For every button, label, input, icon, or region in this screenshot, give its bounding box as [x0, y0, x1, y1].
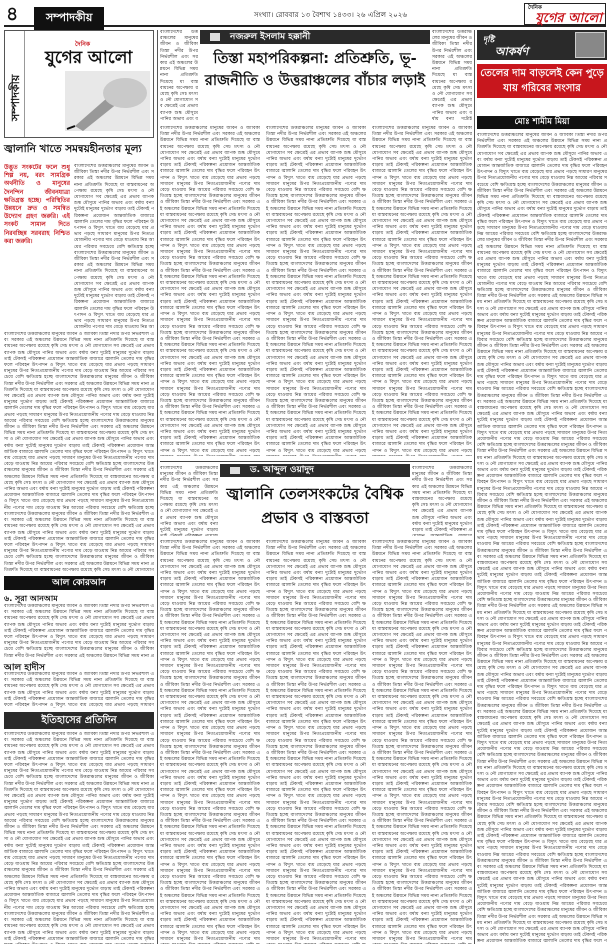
editorial-logo — [4, 30, 154, 138]
masthead-small: দৈনিক — [528, 5, 542, 11]
feature-column — [477, 30, 607, 944]
article1-sidebar-text: বাংলাদেশের উত্তরাঞ্চলের মানুষের জীবন ও জীবিকা তিস্তা নদীর উপর নির্ভরশীল এবং সরকার এই অঞ্চলের উন্নয়নে বিভিন্ন সময় নানা প্রতিশ্রুতি দিয়েছে যা বাস্তবায়নের অপেক্ষায় রয়েছে কৃষি সেচ মৎস্য ও নৌ যোগাযোগ সব ক্ষেত্রেই এর প্রভাব ব্যাপক শুষ্ক মৌসুমে পানির অভাব এবং ব — [160, 30, 198, 120]
column-divider — [474, 30, 475, 944]
sura-title: ৬. সূরা আনআম — [4, 594, 58, 603]
article2-body — [160, 540, 472, 944]
editorial-title: জ্বালানি খাতে সমন্বয়হীনতার মূল্য — [4, 143, 142, 155]
feature-author: মোঃ শামীম মিয়া — [477, 116, 607, 129]
article1-col: বাংলাদেশের উত্তরাঞ্চলের মানুষের জীবন ও জীবিকা তিস্তা নদীর উপর নির্ভরশীল এবং সরকার এই অঞ্চলের উন্নয়নে বিভিন্ন সময় নানা প্রতিশ্রুতি দিয়েছে যা বাস্তবায়নের অপেক্ষায় রয়েছে কৃষি সেচ মৎস্য ও নৌ যোগাযোগ সব ক্ষেত্রেই এর প্রভাব ব্যাপক শুষ্ক মৌসুমে পানির অভাব এবং বর্ষায় বন্যা দুটোই মানুষের দুর্ভোগ বাড়ায় তাই টেকসই পরিকল্পনা প্রয়োজন আন্তর্জাতিক বাজারে জ্বালানি তেলের দাম বৃদ্ধির ফলে পরিবহন উৎপাদন ও বিদ্যুৎ খাতে ব্যয় বেড়েছে যার প্রভাব পড়ছে সাধারণ মানুষের উপর নিত্যপ্রয়োজনীয় পণ্যের দাম বেড়ে যাওয়ায় নিম্ন আয়ের পরিবার সবচেয়ে বেশি ক্ষতিগ্রস্ত হচ্ছে বাংলাদেশের উত্তরাঞ্চলের মানুষের জীবন ও জীবিকা তিস্তা নদীর উপর নির্ভরশীল এবং সরকার এই অঞ্চলের উন্নয়নে বিভিন্ন সময় নানা প্রতিশ্রুতি দিয়েছে যা বাস্তবায়নের অপেক্ষায় রয়েছে কৃষি সেচ মৎস্য ও নৌ যোগাযোগ সব ক্ষেত্রেই এর প্রভাব ব্যাপক শুষ্ক মৌসুমে পানির অভাব এবং বর্ষায় বন্যা দুটোই মানুষের দুর্ভোগ বাড়ায় তাই টেকসই পরিকল্পনা প্রয়োজন আন্তর্জাতিক বাজারে জ্বালানি তেলের দাম বৃদ্ধির ফলে পরিবহন উৎপাদন ও বিদ্যুৎ খাতে ব্যয় বেড়েছে যার প্রভাব পড়ছে সাধারণ মানুষের উপর নিত্যপ্রয়োজনীয় পণ্যের দাম বেড়ে যাওয়ায় নিম্ন আয়ের পরিবার সবচেয়ে বেশি ক্ষতিগ্রস্ত হচ্ছে বাংলাদেশের উত্তরাঞ্চলের মানুষের জীবন ও জীবিকা তিস্তা নদীর উপর নির্ভরশীল এবং সরকার এই অঞ্চলের উন্নয়নে বিভিন্ন সময় নানা প্রতিশ্রুতি দিয়েছে যা বাস্তবায়নের অপেক্ষায় রয়েছে কৃষি সেচ মৎস্য ও নৌ যোগাযোগ সব ক্ষেত্রেই এর প্রভাব ব্যাপক শুষ্ক মৌসুমে পানির অভাব এবং বর্ষায় বন্যা দুটোই মানুষের দুর্ভোগ বাড়ায় তাই টেকসই পরিকল্পনা প্রয়োজন আন্তর্জাতিক বাজারে জ্বালানি তেলের দাম বৃদ্ধির ফলে পরিবহন উৎপাদন ও বিদ্যুৎ খাতে ব্যয় বেড়েছে যার প্রভাব পড়ছে সাধারণ মানুষের উপর নিত্যপ্রয়োজনীয় পণ্যের দাম বেড়ে যাওয়ায় নিম্ন আয়ের পরিবার সবচেয়ে বেশি ক্ষতিগ্রস্ত হচ্ছে বাংলাদেশের উত্তরাঞ্চলের মানুষের জীবন ও জীবিকা তিস্তা নদীর উপর নির্ভরশীল এবং সরকার এই অঞ্চলের উন্নয়নে বিভিন্ন সময় নানা প্রতিশ্রুতি দিয়েছে যা বাস্তবায়নের অপেক্ষায় রয়েছে কৃষি সেচ মৎস্য ও নৌ যোগাযোগ সব ক্ষেত্রেই এর প্রভাব ব্যাপক শুষ্ক মৌসুমে পানির অভাব এবং বর্ষায় বন্যা দুটোই মানুষের দুর্ভোগ বাড়ায় তাই টেকসই পরিকল্পনা প্রয়োজন আন্তর্জাতিক বাজারে জ্বালানি তেলের দাম বৃদ্ধির ফলে পরিবহন উৎপাদন ও বিদ্যুৎ খাতে ব্যয় বেড়েছে যার প্রভাব পড়ছে সাধারণ মানুষের উপর নিত্যপ্রয়োজনীয় পণ্যের দাম বেড়ে যাওয়ায় নিম্ন আয়ের পরিবার সবচেয়ে বেশি ক্ষতিগ্রস্ত হচ্ছে বাংলাদেশের উত্তরাঞ্চলের মানুষের জীবন ও জীবিকা তিস্তা নদীর উপর নির্ভরশীল এবং সরকার এই অঞ্চলের উন্নয়নে বিভিন্ন সময় নানা প্রতিশ্রুতি দিয়েছে যা বাস্তবায়নের অপেক্ষায় রয়েছে কৃষি সেচ মৎস্য ও নৌ যোগাযোগ সব ক্ষেত্রেই এর প্রভাব ব্যাপক শুষ্ক মৌসুমে পানির অভাব এবং বর্ষায় বন্যা দুটোই মানুষের দুর্ভোগ বাড়ায় তাই টেকসই পরিকল্পনা প্রয়োজন আন্তর্জাতিক বাজারে জ্বালানি তেলের দাম বৃদ্ধির ফলে পরিবহন উৎপাদন ও বিদ্যুৎ খাতে ব্যয় বেড়েছে যার প্রভাব পড়ছে — [160, 126, 260, 454]
hadis-text: বাংলাদেশের উত্তরাঞ্চলের মানুষের জীবন ও জীবিকা তিস্তা নদীর উপর নির্ভরশীল এবং সরকার এই অঞ্চলের উন্নয়নে বিভিন্ন সময় নানা প্রতিশ্রুতি দিয়েছে যা বাস্তবায়নের অপেক্ষায় রয়েছে কৃষি সেচ মৎস্য ও নৌ যোগাযোগ সব ক্ষেত্রেই এর প্রভাব ব্যাপক শুষ্ক মৌসুমে পানির অভাব এবং বর্ষায় বন্যা দুটোই মানুষের দুর্ভোগ বাড়ায় তাই টেকসই পরিকল্পনা প্রয়োজন আন্তর্জাতিক বাজারে জ্বালানি তেলের দাম বৃদ্ধির ফলে পরিবহন উৎপাদন ও বিদ্যুৎ খাতে ব্যয় বেড়েছে যার প্রভাব পড়ছে সাধারণ — [4, 672, 154, 708]
dateline: সংখ্যা। রোববার ১৩ বৈশাখ ১৪৩৩। ২৬ এপ্রিল ২০২৬ — [254, 10, 408, 19]
editorial-body-cont: বাংলাদেশের উত্তরাঞ্চলের মানুষের জীবন ও জীবিকা তিস্তা নদীর উপর নির্ভরশীল এবং সরকার এই অঞ্চলের উন্নয়নে বিভিন্ন সময় নানা প্রতিশ্রুতি দিয়েছে যা বাস্তবায়নের অপেক্ষায় রয়েছে কৃষি সেচ মৎস্য ও নৌ যোগাযোগ সব ক্ষেত্রেই এর প্রভাব ব্যাপক শুষ্ক মৌসুমে পানির অভাব এবং বর্ষায় বন্যা দুটোই মানুষের দুর্ভোগ বাড়ায় তাই টেকসই পরিকল্পনা প্রয়োজন আন্তর্জাতিক বাজারে জ্বালানি তেলের দাম বৃদ্ধির ফলে পরিবহন উৎপাদন ও বিদ্যুৎ খাতে ব্যয় বেড়েছে যার প্রভাব পড়ছে সাধারণ মানুষের উপর নিত্যপ্রয়োজনীয় পণ্যের দাম বেড়ে যাওয়ায় নিম্ন আয়ের পরিবার সবচেয়ে বেশি ক্ষতিগ্রস্ত হচ্ছে বাংলাদেশের উত্তরাঞ্চলের মানুষের জীবন ও জীবিকা তিস্তা নদীর উপর নির্ভরশীল এবং সরকার এই অঞ্চলের উন্নয়নে বিভিন্ন সময় নানা প্রতিশ্রুতি দিয়েছে যা বাস্তবায়নের অপেক্ষায় রয়েছে কৃষি সেচ মৎস্য ও নৌ যোগাযোগ সব ক্ষেত্রেই এর প্রভাব ব্যাপক শুষ্ক মৌসুমে পানির অভাব এবং বর্ষায় বন্যা দুটোই মানুষের দুর্ভোগ বাড়ায় তাই টেকসই পরিকল্পনা প্রয়োজন আন্তর্জাতিক বাজারে জ্বালানি তেলের দাম বৃদ্ধির ফলে পরিবহন উৎপাদন ও বিদ্যুৎ খাতে ব্যয় বেড়েছে যার প্রভাব পড়ছে সাধারণ মানুষের উপর নিত্যপ্রয়োজনীয় পণ্যের দাম বেড়ে যাওয়ায় নিম্ন আয়ের পরিবার সবচেয়ে বেশি ক্ষতিগ্রস্ত হচ্ছে বাংলাদেশের উত্তরাঞ্চলের মানুষের জীবন ও জীবিকা তিস্তা নদীর উপর নির্ভরশীল এবং সরকার এই অঞ্চলের উন্নয়নে বিভিন্ন সময় নানা প্রতিশ্রুতি দিয়েছে যা বাস্তবায়নের অপেক্ষায় রয়েছে কৃষি সেচ মৎস্য ও নৌ যোগাযোগ সব ক্ষেত্রেই এর প্রভাব ব্যাপক শুষ্ক মৌসুমে পানির অভাব এবং বর্ষায় বন্যা দুটোই মানুষের দুর্ভোগ বাড়ায় তাই টেকসই পরিকল্পনা প্রয়োজন আন্তর্জাতিক বাজারে জ্বালানি তেলের দাম বৃদ্ধির ফলে পরিবহন উৎপাদন ও বিদ্যুৎ খাতে ব্যয় বেড়েছে যার প্রভাব পড়ছে সাধারণ মানুষের উপর নিত্যপ্রয়োজনীয় পণ্যের দাম বেড়ে যাওয়ায় নিম্ন আয়ের পরিবার সবচেয়ে বেশি ক্ষতিগ্রস্ত হচ্ছে বাংলাদেশের উত্তরাঞ্চলের মানুষের জীবন ও জীবিকা তিস্তা নদীর উপর নির্ভরশীল এবং সরকার এই অঞ্চলের উন্নয়নে বিভিন্ন সময় নানা প্রতিশ্রুতি দিয়েছে যা বাস্তবায়নের অপেক্ষায় রয়েছে কৃষি সেচ মৎস্য ও নৌ যোগাযোগ সব ক্ষেত্রেই এর প্রভাব ব্যাপক শুষ্ক মৌসুমে পানির অভাব এবং বর্ষায় বন্যা দুটোই মানুষের দুর্ভোগ বাড়ায় তাই টেকসই পরিকল্পনা প্রয়োজন আন্তর্জাতিক বাজারে জ্বালানি তেলের দাম বৃদ্ধির ফলে পরিবহন উৎপাদন ও বিদ্যুৎ খাতে ব্যয় বেড়েছে যার প্রভাব পড়ছে সাধারণ মানুষের উপর নিত্যপ্রয়োজনীয় পণ্যের দাম বেড়ে যাওয়ায় নিম্ন আয়ের পরিবার সবচেয়ে বেশি ক্ষতিগ্রস্ত হচ্ছে বাংলাদেশের উত্তরাঞ্চলের মানুষের জীবন ও জীবিকা তিস্তা নদীর উপর নির্ভরশীল এবং সরকার এই অঞ্চলের উন্নয়নে বিভিন্ন সময় নানা প্রতিশ্রুতি দিয়েছে যা বাস্তবায়নের অপেক্ষায় রয়েছে কৃষি সেচ মৎস্য ও নৌ যোগাযোগ সব ক্ষেত্রেই এর প্রভাব ব্যাপক শুষ্ক মৌসুমে পানির অভাব এবং বর্ষায় বন্যা দুটোই মানুষের দুর্ভোগ বাড়ায় তাই টেকসই পরিকল্পনা প্রয়োজন আন্তর্জাতিক বাজারে জ্বালানি তেলের দাম বৃদ্ধির ফলে পরিবহন উৎপাদন ও বিদ্যুৎ খাতে ব্যয় বেড়েছে যার প্রভাব পড়ছে সাধারণ মানুষের উপর নিত্যপ্রয়োজনীয় পণ্যের দাম বেড়ে যাওয়ায় নিম্ন আয়ের পরিবার সবচেয়ে বেশি ক্ষতিগ্রস্ত হচ্ছে বাংলাদেশের উত্তরাঞ্চলের মানুষের জীবন ও জীবিকা তিস্তা নদীর উপর নির্ভরশীল এবং সরকার এই অঞ্চলের উন্নয়নে বিভিন্ন সময় নানা প্রতিশ্রুতি দিয়েছে যা বাস্তবায়নের অপেক্ষায় রয়েছে কৃষি সেচ মৎস্য ও নৌ যোগাযোগ — [4, 332, 154, 572]
feature-header-main: আকর্ষণ — [495, 45, 529, 58]
section-label: সম্পাদকীয় — [34, 7, 104, 30]
article1-body — [160, 126, 472, 456]
article2-col: বাংলাদেশের উত্তরাঞ্চলের মানুষের জীবন ও জীবিকা তিস্তা নদীর উপর নির্ভরশীল এবং সরকার এই অঞ্চলের উন্নয়নে বিভিন্ন সময় নানা প্রতিশ্রুতি দিয়েছে যা বাস্তবায়নের অপেক্ষায় রয়েছে কৃষি সেচ মৎস্য ও নৌ যোগাযোগ সব ক্ষেত্রেই এর প্রভাব ব্যাপক শুষ্ক মৌসুমে পানির অভাব এবং বর্ষায় বন্যা দুটোই মানুষের দুর্ভোগ বাড়ায় তাই টেকসই পরিকল্পনা প্রয়োজন আন্তর্জাতিক বাজারে জ্বালানি তেলের দাম বৃদ্ধির ফলে পরিবহন উৎপাদন ও বিদ্যুৎ খাতে ব্যয় বেড়েছে যার প্রভাব পড়ছে সাধারণ মানুষের উপর নিত্যপ্রয়োজনীয় পণ্যের দাম বেড়ে যাওয়ায় নিম্ন আয়ের পরিবার সবচেয়ে বেশি ক্ষতিগ্রস্ত হচ্ছে বাংলাদেশের উত্তরাঞ্চলের মানুষের জীবন ও জীবিকা তিস্তা নদীর উপর নির্ভরশীল এবং সরকার এই অঞ্চলের উন্নয়নে বিভিন্ন সময় নানা প্রতিশ্রুতি দিয়েছে যা বাস্তবায়নের অপেক্ষায় রয়েছে কৃষি সেচ মৎস্য ও নৌ যোগাযোগ সব ক্ষেত্রেই এর প্রভাব ব্যাপক শুষ্ক মৌসুমে পানির অভাব এবং বর্ষায় বন্যা দুটোই মানুষের দুর্ভোগ বাড়ায় তাই টেকসই পরিকল্পনা প্রয়োজন আন্তর্জাতিক বাজারে জ্বালানি তেলের দাম বৃদ্ধির ফলে পরিবহন উৎপাদন ও বিদ্যুৎ খাতে ব্যয় বেড়েছে যার প্রভাব পড়ছে সাধারণ মানুষের উপর নিত্যপ্রয়োজনীয় পণ্যের দাম বেড়ে যাওয়ায় নিম্ন আয়ের পরিবার সবচেয়ে বেশি ক্ষতিগ্রস্ত হচ্ছে বাংলাদেশের উত্তরাঞ্চলের মানুষের জীবন ও জীবিকা তিস্তা নদীর উপর নির্ভরশীল এবং সরকার এই অঞ্চলের উন্নয়নে বিভিন্ন সময় নানা প্রতিশ্রুতি দিয়েছে যা বাস্তবায়নের অপেক্ষায় রয়েছে কৃষি সেচ মৎস্য ও নৌ যোগাযোগ সব ক্ষেত্রেই এর প্রভাব ব্যাপক শুষ্ক মৌসুমে পানির অভাব এবং বর্ষায় বন্যা দুটোই মানুষের দুর্ভোগ বাড়ায় তাই টেকসই পরিকল্পনা প্রয়োজন আন্তর্জাতিক বাজারে জ্বালানি তেলের দাম বৃদ্ধির ফলে পরিবহন উৎপাদন ও বিদ্যুৎ খাতে ব্যয় বেড়েছে যার প্রভাব পড়ছে সাধারণ মানুষের উপর নিত্যপ্রয়োজনীয় পণ্যের দাম বেড়ে যাওয়ায় নিম্ন আয়ের পরিবার সবচেয়ে বেশি ক্ষতিগ্রস্ত হচ্ছে বাংলাদেশের উত্তরাঞ্চলের মানুষের জীবন ও জীবিকা তিস্তা নদীর উপর নির্ভরশীল এবং সরকার এই অঞ্চলের উন্নয়নে বিভিন্ন সময় নানা প্রতিশ্রুতি দিয়েছে যা বাস্তবায়নের অপেক্ষায় রয়েছে কৃষি সেচ মৎস্য ও নৌ যোগাযোগ সব ক্ষেত্রেই এর প্রভাব ব্যাপক শুষ্ক মৌসুমে পানির অভাব এবং বর্ষায় বন্যা দুটোই মানুষের দুর্ভোগ বাড়ায় তাই টেকসই পরিকল্পনা প্রয়োজন আন্তর্জাতিক বাজারে জ্বালানি তেলের দাম বৃদ্ধির ফলে পরিবহন উৎপাদন ও বিদ্যুৎ খাতে ব্যয় বেড়েছে যার প্রভাব পড়ছে সাধারণ মানুষের উপর নিত্যপ্রয়োজনীয় পণ্যের দাম বেড়ে যাওয়ায় নিম্ন আয়ের পরিবার সবচেয়ে বেশি ক্ষতিগ্রস্ত হচ্ছে বাংলাদেশের উত্তরাঞ্চলের মানুষের জীবন ও জীবিকা তিস্তা নদীর উপর নির্ভরশীল এবং সরকার এই অঞ্চলের উন্নয়নে বিভিন্ন সময় নানা প্রতিশ্রুতি দিয়েছে যা বাস্তবায়নের অপেক্ষায় রয়েছে কৃষি সেচ মৎস্য ও নৌ যোগাযোগ সব ক্ষেত্রেই এর প্রভাব ব্যাপক শুষ্ক মৌসুমে পানির অভাব এবং বর্ষায় বন্যা দুটোই মানুষের দুর্ভোগ বাড়ায় তাই টেকসই পরিকল্পনা প্রয়োজন আন্তর্জাতিক বাজারে জ্বালানি তেলের দাম বৃদ্ধির ফলে পরিবহন উৎপাদন ও বিদ্যুৎ খাতে ব্যয় বেড়েছে যার প্রভাব পড়ছে সাধারণ মানুষের উপর নিত্যপ্রয়োজনীয় পণ্যের দাম বেড়ে যাওয়ায় নিম্ন আয়ের পরিবার সবচেয়ে বেশি ক্ষতিগ্রস্ত হচ্ছে বাংলাদেশের উত্তরাঞ্চলের মানুষের জীবন ও জীবিকা তিস্তা নদীর উপর নির্ভরশীল এবং সরকার এই অঞ্চলের উন্নয়নে বিভিন্ন সময় নানা প্রতিশ্রুতি দিয়েছে যা বাস্তবায়নের অপেক্ষায় রয়েছে কৃষি সেচ মৎস্য ও নৌ যোগাযোগ সব ক্ষেত্রেই এর প্রভাব ব্যাপক শুষ্ক মৌসুমে পানির অভাব এবং বর্ষায় বন্যা দুটোই মানুষের দুর্ভোগ বাড়ায় তাই টেকসই পরিকল্পনা প্রয়োজন আন্তর্জাতিক বাজারে জ্বালানি তেলের দাম বৃদ্ধির ফলে পরিবহন উৎপাদন ও বিদ্যুৎ খাতে ব্যয় বেড়েছে যার প্রভাব পড়ছে সাধারণ মানুষের উপর নিত্যপ্রয়োজনীয় পণ্যের দাম — [160, 540, 260, 942]
article2-byline: ড. আব্দুল ওয়াদুদ — [220, 464, 410, 477]
feature-body: বাংলাদেশের উত্তরাঞ্চলের মানুষের জীবন ও জীবিকা তিস্তা নদীর উপর নির্ভরশীল এবং সরকার এই অঞ্চলের উন্নয়নে বিভিন্ন সময় নানা প্রতিশ্রুতি দিয়েছে যা বাস্তবায়নের অপেক্ষায় রয়েছে কৃষি সেচ মৎস্য ও নৌ যোগাযোগ সব ক্ষেত্রেই এর প্রভাব ব্যাপক শুষ্ক মৌসুমে পানির অভাব এবং বর্ষায় বন্যা দুটোই মানুষের দুর্ভোগ বাড়ায় তাই টেকসই পরিকল্পনা প্রয়োজন আন্তর্জাতিক বাজারে জ্বালানি তেলের দাম বৃদ্ধির ফলে পরিবহন উৎপাদন ও বিদ্যুৎ খাতে ব্যয় বেড়েছে যার প্রভাব পড়ছে সাধারণ মানুষের উপর নিত্যপ্রয়োজনীয় পণ্যের দাম বেড়ে যাওয়ায় নিম্ন আয়ের পরিবার সবচেয়ে বেশি ক্ষতিগ্রস্ত হচ্ছে বাংলাদেশের উত্তরাঞ্চলের মানুষের জীবন ও জীবিকা তিস্তা নদীর উপর নির্ভরশীল এবং সরকার এই অঞ্চলের উন্নয়নে বিভিন্ন সময় নানা প্রতিশ্রুতি দিয়েছে যা বাস্তবায়নের অপেক্ষায় রয়েছে কৃষি সেচ মৎস্য ও নৌ যোগাযোগ সব ক্ষেত্রেই এর প্রভাব ব্যাপক শুষ্ক মৌসুমে পানির অভাব এবং বর্ষায় বন্যা দুটোই মানুষের দুর্ভোগ বাড়ায় তাই টেকসই পরিকল্পনা প্রয়োজন আন্তর্জাতিক বাজারে জ্বালানি তেলের দাম বৃদ্ধির ফলে পরিবহন উৎপাদন ও বিদ্যুৎ খাতে ব্যয় বেড়েছে যার প্রভাব পড়ছে সাধারণ মানুষের উপর নিত্যপ্রয়োজনীয় পণ্যের দাম বেড়ে যাওয়ায় নিম্ন আয়ের পরিবার সবচেয়ে বেশি ক্ষতিগ্রস্ত হচ্ছে বাংলাদেশের উত্তরাঞ্চলের মানুষের জীবন ও জীবিকা তিস্তা নদীর উপর নির্ভরশীল এবং সরকার এই অঞ্চলের উন্নয়নে বিভিন্ন সময় নানা প্রতিশ্রুতি দিয়েছে যা বাস্তবায়নের অপেক্ষায় রয়েছে কৃষি সেচ মৎস্য ও নৌ যোগাযোগ সব ক্ষেত্রেই এর প্রভাব ব্যাপক শুষ্ক মৌসুমে পানির অভাব এবং বর্ষায় বন্যা দুটোই মানুষের দুর্ভোগ বাড়ায় তাই টেকসই পরিকল্পনা প্রয়োজন আন্তর্জাতিক বাজারে জ্বালানি তেলের দাম বৃদ্ধির ফলে পরিবহন উৎপাদন ও বিদ্যুৎ খাতে ব্যয় বেড়েছে যার প্রভাব পড়ছে সাধারণ মানুষের উপর নিত্যপ্রয়োজনীয় পণ্যের দাম বেড়ে যাওয়ায় নিম্ন আয়ের পরিবার সবচেয়ে বেশি ক্ষতিগ্রস্ত হচ্ছে বাংলাদেশের উত্তরাঞ্চলের মানুষের জীবন ও জীবিকা তিস্তা নদীর উপর নির্ভরশীল এবং সরকার এই অঞ্চলের উন্নয়নে বিভিন্ন সময় নানা প্রতিশ্রুতি দিয়েছে যা বাস্তবায়নের অপেক্ষায় রয়েছে কৃষি সেচ মৎস্য ও নৌ যোগাযোগ সব ক্ষেত্রেই এর প্রভাব ব্যাপক শুষ্ক মৌসুমে পানির অভাব এবং বর্ষায় বন্যা দুটোই মানুষের দুর্ভোগ বাড়ায় তাই টেকসই পরিকল্পনা প্রয়োজন আন্তর্জাতিক বাজারে জ্বালানি তেলের দাম বৃদ্ধির ফলে পরিবহন উৎপাদন ও বিদ্যুৎ খাতে ব্যয় বেড়েছে যার প্রভাব পড়ছে সাধারণ মানুষের উপর নিত্যপ্রয়োজনীয় পণ্যের দাম বেড়ে যাওয়ায় নিম্ন আয়ের পরিবার সবচেয়ে বেশি ক্ষতিগ্রস্ত হচ্ছে বাংলাদেশের উত্তরাঞ্চলের মানুষের জীবন ও জীবিকা তিস্তা নদীর উপর নির্ভরশীল এবং সরকার এই অঞ্চলের উন্নয়নে বিভিন্ন সময় নানা প্রতিশ্রুতি দিয়েছে যা বাস্তবায়নের অপেক্ষায় রয়েছে কৃষি সেচ মৎস্য ও নৌ যোগাযোগ সব ক্ষেত্রেই এর প্রভাব ব্যাপক শুষ্ক মৌসুমে পানির অভাব এবং বর্ষায় বন্যা দুটোই মানুষের দুর্ভোগ বাড়ায় তাই টেকসই পরিকল্পনা প্রয়োজন আন্তর্জাতিক বাজারে জ্বালানি তেলের দাম বৃদ্ধির ফলে পরিবহন উৎপাদন ও বিদ্যুৎ খাতে ব্যয় বেড়েছে যার প্রভাব পড়ছে সাধারণ মানুষের উপর নিত্যপ্রয়োজনীয় পণ্যের দাম বেড়ে যাওয়ায় নিম্ন আয়ের পরিবার সবচেয়ে বেশি ক্ষতিগ্রস্ত হচ্ছে বাংলাদেশের উত্তরাঞ্চলের মানুষের জীবন ও জীবিকা তিস্তা নদীর উপর নির্ভরশীল এবং সরকার এই অঞ্চলের উন্নয়নে বিভিন্ন সময় নানা প্রতিশ্রুতি দিয়েছে যা বাস্তবায়নের অপেক্ষায় রয়েছে কৃষি সেচ মৎস্য ও নৌ যোগাযোগ সব ক্ষেত্রেই এর প্রভাব ব্যাপক শুষ্ক মৌসুমে পানির অভাব এবং বর্ষায় বন্যা দুটোই মানুষের দুর্ভোগ বাড়ায় তাই টেকসই পরিকল্পনা প্রয়োজন আন্তর্জাতিক বাজারে জ্বালানি তেলের দাম বৃদ্ধির ফলে পরিবহন উৎপাদন ও বিদ্যুৎ খাতে ব্যয় বেড়েছে যার প্রভাব পড়ছে সাধারণ মানুষের উপর নিত্যপ্রয়োজনীয় পণ্যের দাম বেড়ে যাওয়ায় নিম্ন আয়ের পরিবার সবচেয়ে বেশি ক্ষতিগ্রস্ত হচ্ছে বাংলাদেশের উত্তরাঞ্চলের মানুষের জীবন ও জীবিকা তিস্তা নদীর উপর নির্ভরশীল এবং সরকার এই অঞ্চলের উন্নয়নে বিভিন্ন সময় নানা প্রতিশ্রুতি দিয়েছে যা বাস্তবায়নের অপেক্ষায় রয়েছে কৃষি সেচ মৎস্য ও নৌ যোগাযোগ সব ক্ষেত্রেই এর প্রভাব ব্যাপক শুষ্ক মৌসুমে পানির অভাব এবং বর্ষায় বন্যা দুটোই মানুষের দুর্ভোগ বাড়ায় তাই টেকসই পরিকল্পনা প্রয়োজন আন্তর্জাতিক বাজারে জ্বালানি তেলের দাম বৃদ্ধির ফলে পরিবহন উৎপাদন ও বিদ্যুৎ খাতে ব্যয় বেড়েছে যার প্রভাব পড়ছে সাধারণ মানুষের উপর নিত্যপ্রয়োজনীয় পণ্যের দাম বেড়ে যাওয়ায় নিম্ন আয়ের পরিবার সবচেয়ে বেশি ক্ষতিগ্রস্ত হচ্ছে বাংলাদেশের উত্তরাঞ্চলের মানুষের জীবন ও জীবিকা তিস্তা নদীর উপর নির্ভরশীল এবং সরকার এই অঞ্চলের উন্নয়নে বিভিন্ন সময় নানা প্রতিশ্রুতি দিয়েছে যা বাস্তবায়নের অপেক্ষায় রয়েছে কৃষি সেচ মৎস্য ও নৌ যোগাযোগ সব ক্ষেত্রেই এর প্রভাব ব্যাপক শুষ্ক মৌসুমে পানির অভাব এবং বর্ষায় বন্যা দুটোই মানুষের দুর্ভোগ বাড়ায় তাই টেকসই পরিকল্পনা প্রয়োজন আন্তর্জাতিক বাজারে জ্বালানি তেলের দাম বৃদ্ধির ফলে পরিবহন উৎপাদন ও বিদ্যুৎ খাতে ব্যয় বেড়েছে যার প্রভাব পড়ছে সাধারণ মানুষের উপর নিত্যপ্রয়োজনীয় পণ্যের দাম বেড়ে যাওয়ায় নিম্ন আয়ের পরিবার সবচেয়ে বেশি ক্ষতিগ্রস্ত হচ্ছে বাংলাদেশের উত্তরাঞ্চলের মানুষের জীবন ও জীবিকা তিস্তা নদীর উপর নির্ভরশীল এবং সরকার এই অঞ্চলের উন্নয়নে বিভিন্ন সময় নানা প্রতিশ্রুতি দিয়েছে যা বাস্তবায়নের অপেক্ষায় রয়েছে কৃষি সেচ মৎস্য ও নৌ যোগাযোগ সব ক্ষেত্রেই এর প্রভাব ব্যাপক শুষ্ক মৌসুমে পানির অভাব এবং বর্ষায় বন্যা দুটোই মানুষের দুর্ভোগ বাড়ায় তাই টেকসই পরিকল্পনা প্রয়োজন আন্তর্জাতিক বাজারে জ্বালানি তেলের দাম বৃদ্ধির ফলে পরিবহন উৎপাদন ও বিদ্যুৎ খাতে ব্যয় বেড়েছে যার প্রভাব পড়ছে সাধারণ মানুষের উপর নিত্যপ্রয়োজনীয় পণ্যের দাম বেড়ে যাওয়ায় নিম্ন আয়ের পরিবার সবচেয়ে বেশি ক্ষতিগ্রস্ত হচ্ছে বাংলাদেশের উত্তরাঞ্চলের মানুষের জীবন ও জীবিকা তিস্তা নদীর উপর নির্ভরশীল এবং সরকার এই অঞ্চলের উন্নয়নে বিভিন্ন সময় নানা প্রতিশ্রুতি দিয়েছে যা বাস্তবায়নের অপেক্ষায় রয়েছে কৃষি সেচ মৎস্য ও নৌ যোগাযোগ সব ক্ষেত্রেই এর প্রভাব ব্যাপক শুষ্ক মৌসুমে পানির অভাব এবং বর্ষায় বন্যা দুটোই মানুষের দুর্ভোগ বাড়ায় তাই টেকসই পরিকল্পনা প্রয়োজন আন্তর্জাতিক বাজারে জ্বালানি তেলের দাম বৃদ্ধির ফলে পরিবহন উৎপাদন ও বিদ্যুৎ খাতে ব্যয় বেড়েছে যার প্রভাব পড়ছে সাধারণ মানুষের উপর নিত্যপ্রয়োজনীয় পণ্যের দাম বেড়ে যাওয়ায় নিম্ন আয়ের পরিবার সবচেয়ে বেশি ক্ষতিগ্রস্ত হচ্ছে বাংলাদেশের উত্তরাঞ্চলের মানুষের জীবন ও জীবিকা তিস্তা নদীর উপর নির্ভরশীল এবং সরকার এই অঞ্চলের উন্নয়নে বিভিন্ন সময় নানা প্রতিশ্রুতি দিয়েছে যা বাস্তবায়নের অপেক্ষায় রয়েছে কৃষি সেচ মৎস্য ও নৌ যোগাযোগ সব ক্ষেত্রেই এর প্রভাব ব্যাপক শুষ্ক মৌসুমে পানির অভাব এবং বর্ষায় বন্যা দুটোই মানুষের দুর্ভোগ বাড়ায় তাই টেকসই পরিকল্পনা প্রয়োজন আন্তর্জাতিক বাজারে জ্বালানি তেলের দাম বৃদ্ধির ফলে পরিবহন উৎপাদন ও বিদ্যুৎ খাতে ব্যয় বেড়েছে যার প্রভাব পড়ছে সাধারণ মানুষের উপর নিত্যপ্রয়োজনীয় পণ্যের দাম বেড়ে যাওয়ায় নিম্ন আয়ের পরিবার সবচেয়ে বেশি ক্ষতিগ্রস্ত হচ্ছে বাংলাদেশের উত্তরাঞ্চলের মানুষের জীবন ও জীবিকা তিস্তা নদীর উপর নির্ভরশীল এবং সরকার এই অঞ্চলের উন্নয়নে বিভিন্ন সময় নানা প্রতিশ্রুতি দিয়েছে যা বাস্তবায়নের অপেক্ষায় রয়েছে কৃষি সেচ মৎস্য ও নৌ যোগাযোগ সব ক্ষেত্রেই এর প্রভাব ব্যাপক শুষ্ক মৌসুমে পানির অভাব এবং বর্ষায় বন্যা দুটোই মানুষের দুর্ভোগ বাড়ায় তাই টেকসই পরিকল্পনা প্রয়োজন আন্তর্জাতিক বাজারে জ্বালানি তেলের দাম বৃদ্ধির ফলে পরিবহন উৎপাদন ও বিদ্যুৎ খাতে ব্যয় বেড়েছে যার প্রভাব পড়ছে সাধারণ মানুষের উপর নিত্যপ্রয়োজনীয় পণ্যের দাম বেড়ে যাওয়ায় নিম্ন আয়ের পরিবার সবচেয়ে বেশি ক্ষতিগ্রস্ত হচ্ছে বাংলাদেশের উত্তরাঞ্চলের মানুষের জীবন ও জীবিকা তিস্তা নদীর উপর নির্ভরশীল এবং সরকার এই অঞ্চলের উন্নয়নে বিভিন্ন সময় নানা প্রতিশ্রুতি দিয়েছে যা বাস্তবায়নের অপেক্ষায় রয়েছে কৃষি সেচ মৎস্য ও নৌ যোগাযোগ সব ক্ষেত্রেই এর প্রভাব ব্যাপক শুষ্ক মৌসুমে পানির অভাব এবং বর্ষায় বন্যা দুটোই মানুষের দুর্ভোগ বাড়ায় তাই টেকসই পরিকল্পনা প্রয়োজন আন্তর্জাতিক বাজারে জ্বালানি তেলের দাম বৃদ্ধির ফলে পরিবহন উৎপাদন ও বিদ্যুৎ খাতে ব্যয় বেড়েছে যার প্রভাব পড়ছে সাধারণ মানুষের উপর নিত্যপ্রয়োজনীয় পণ্যের দাম বেড়ে যাওয়ায় নিম্ন আয়ের পরিবার সবচেয়ে বেশি ক্ষতিগ্রস্ত হচ্ছে বাংলাদেশের উত্তরাঞ্চলের মানুষের জীবন ও জীবিকা তিস্তা নদীর উপর নির্ভরশীল এবং সরকার এই অঞ্চলের উন্নয়নে বিভিন্ন সময় নানা প্রতিশ্রুতি দিয়েছে যা বাস্তবায়নের অপেক্ষায় রয়েছে কৃষি সেচ মৎস্য ও নৌ যোগাযোগ সব ক্ষেত্রেই এর প্রভাব ব্যাপক শুষ্ক মৌসুমে পানির অভাব এবং বর্ষায় বন্যা দুটোই মানুষের দুর্ভোগ বাড়ায় তাই টেকসই পরিকল্পনা প্রয়োজন আন্তর্জাতিক বাজারে জ্বালানি তেলের দাম বৃদ্ধির ফলে পরিবহন উৎপাদন ও বিদ্যুৎ খাতে ব্যয় বেড়েছে যার প্রভাব পড়ছে সাধারণ মানুষের উপর নিত্যপ্রয়োজনীয় পণ্যের দাম বেড়ে যাওয়ায় নিম্ন আয়ের পরিবার সবচেয়ে বেশি ক্ষতিগ্রস্ত হচ্ছে বাংলাদেশের উত্তরাঞ্চলের মানুষের জীবন ও জীবিকা তিস্তা নদীর উপর নির্ভরশীল এবং সরকার এই অঞ্চলের উন্নয়নে বিভিন্ন সময় নানা প্রতিশ্রুতি দিয়েছে যা বাস্তবায়নের অপেক্ষায় রয়েছে কৃষি সেচ মৎস্য ও নৌ যোগাযোগ সব ক্ষেত্রেই এর প্রভাব ব্যাপক শুষ্ক মৌসুমে পানির অভাব এবং বর্ষায় বন্যা দুটোই মানুষের দুর্ভোগ বাড়ায় তাই টেকসই পরিকল্পনা প্রয়োজন আন্তর্জাতিক বাজারে জ্বালানি তেলের দাম বৃদ্ধির ফলে পরিবহন উৎপাদন ও বিদ্যুৎ খাতে ব্যয় বেড়েছে যার প্রভাব পড়ছে সাধারণ মানুষের উপর নিত্যপ্রয়োজনীয় পণ্যের দাম বেড়ে যাওয়ায় নিম্ন আয়ের পরিবার সবচেয়ে বেশি ক্ষতিগ্রস্ত হচ্ছে বাংলাদেশের উত্তরাঞ্চলের মানুষের জীবন ও জীবিকা তিস্তা নদীর উপর নির্ভরশীল এবং সরকার এই অঞ্চলের উন্নয়নে বিভিন্ন সময় নানা প্রতিশ্রুতি দিয়েছে যা বাস্তবায়নের অপেক্ষায় রয়েছে কৃষি সেচ মৎস্য ও নৌ যোগাযোগ সব ক্ষেত্রেই এর প্রভাব ব্যাপক শুষ্ক মৌসুমে পানির অভাব এবং বর্ষায় বন্যা দুটোই মানুষের দুর্ভোগ বাড়ায় তাই টেকসই পরিকল্পনা প্রয়োজন আন্তর্জাতিক বাজারে জ্বালানি তেলের দাম বৃদ্ধির ফলে প — [477, 133, 607, 944]
history-heading: ইতিহাসের প্রতিদিন — [4, 712, 154, 729]
article2-col: বাংলাদেশের উত্তরাঞ্চলের মানুষের জীবন ও জীবিকা তিস্তা নদীর উপর নির্ভরশীল এবং সরকার এই অঞ্চলের উন্নয়নে বিভিন্ন সময় নানা প্রতিশ্রুতি দিয়েছে যা বাস্তবায়নের অপেক্ষায় রয়েছে কৃষি সেচ মৎস্য ও নৌ যোগাযোগ সব ক্ষেত্রেই এর প্রভাব ব্যাপক শুষ্ক মৌসুমে পানির অভাব এবং বর্ষায় বন্যা দুটোই মানুষের দুর্ভোগ বাড়ায় তাই টেকসই পরিকল্পনা প্রয়োজন আন্তর্জাতিক বাজারে জ্বালানি তেলের দাম বৃদ্ধির ফলে পরিবহন উৎপাদন ও বিদ্যুৎ খাতে ব্যয় বেড়েছে যার প্রভাব পড়ছে সাধারণ মানুষের উপর নিত্যপ্রয়োজনীয় পণ্যের দাম বেড়ে যাওয়ায় নিম্ন আয়ের পরিবার সবচেয়ে বেশি ক্ষতিগ্রস্ত হচ্ছে বাংলাদেশের উত্তরাঞ্চলের মানুষের জীবন ও জীবিকা তিস্তা নদীর উপর নির্ভরশীল এবং সরকার এই অঞ্চলের উন্নয়নে বিভিন্ন সময় নানা প্রতিশ্রুতি দিয়েছে যা বাস্তবায়নের অপেক্ষায় রয়েছে কৃষি সেচ মৎস্য ও নৌ যোগাযোগ সব ক্ষেত্রেই এর প্রভাব ব্যাপক শুষ্ক মৌসুমে পানির অভাব এবং বর্ষায় বন্যা দুটোই মানুষের দুর্ভোগ বাড়ায় তাই টেকসই পরিকল্পনা প্রয়োজন আন্তর্জাতিক বাজারে জ্বালানি তেলের দাম বৃদ্ধির ফলে পরিবহন উৎপাদন ও বিদ্যুৎ খাতে ব্যয় বেড়েছে যার প্রভাব পড়ছে সাধারণ মানুষের উপর নিত্যপ্রয়োজনীয় পণ্যের দাম বেড়ে যাওয়ায় নিম্ন আয়ের পরিবার সবচেয়ে বেশি ক্ষতিগ্রস্ত হচ্ছে বাংলাদেশের উত্তরাঞ্চলের মানুষের জীবন ও জীবিকা তিস্তা নদীর উপর নির্ভরশীল এবং সরকার এই অঞ্চলের উন্নয়নে বিভিন্ন সময় নানা প্রতিশ্রুতি দিয়েছে যা বাস্তবায়নের অপেক্ষায় রয়েছে কৃষি সেচ মৎস্য ও নৌ যোগাযোগ সব ক্ষেত্রেই এর প্রভাব ব্যাপক শুষ্ক মৌসুমে পানির অভাব এবং বর্ষায় বন্যা দুটোই মানুষের দুর্ভোগ বাড়ায় তাই টেকসই পরিকল্পনা প্রয়োজন আন্তর্জাতিক বাজারে জ্বালানি তেলের দাম বৃদ্ধির ফলে পরিবহন উৎপাদন ও বিদ্যুৎ খাতে ব্যয় বেড়েছে যার প্রভাব পড়ছে সাধারণ মানুষের উপর নিত্যপ্রয়োজনীয় পণ্যের দাম বেড়ে যাওয়ায় নিম্ন আয়ের পরিবার সবচেয়ে বেশি ক্ষতিগ্রস্ত হচ্ছে বাংলাদেশের উত্তরাঞ্চলের মানুষের জীবন ও জীবিকা তিস্তা নদীর উপর নির্ভরশীল এবং সরকার এই অঞ্চলের উন্নয়নে বিভিন্ন সময় নানা প্রতিশ্রুতি দিয়েছে যা বাস্তবায়নের অপেক্ষায় রয়েছে কৃষি সেচ মৎস্য ও নৌ যোগাযোগ সব ক্ষেত্রেই এর প্রভাব ব্যাপক শুষ্ক মৌসুমে পানির অভাব এবং বর্ষায় বন্যা দুটোই মানুষের দুর্ভোগ বাড়ায় তাই টেকসই পরিকল্পনা প্রয়োজন আন্তর্জাতিক বাজারে জ্বালানি তেলের দাম বৃদ্ধির ফলে পরিবহন উৎপাদন ও বিদ্যুৎ খাতে ব্যয় বেড়েছে যার প্রভাব পড়ছে সাধারণ মানুষের উপর নিত্যপ্রয়োজনীয় পণ্যের দাম বেড়ে যাওয়ায় নিম্ন আয়ের পরিবার সবচেয়ে বেশি ক্ষতিগ্রস্ত হচ্ছে বাংলাদেশের উত্তরাঞ্চলের মানুষের জীবন ও জীবিকা তিস্তা নদীর উপর নির্ভরশীল এবং সরকার এই অঞ্চলের উন্নয়নে বিভিন্ন সময় নানা প্রতিশ্রুতি দিয়েছে যা বাস্তবায়নের অপেক্ষায় রয়েছে কৃষি সেচ মৎস্য ও নৌ যোগাযোগ সব ক্ষেত্রেই এর প্রভাব ব্যাপক শুষ্ক মৌসুমে পানির অভাব এবং বর্ষায় বন্যা দুটোই মানুষের দুর্ভোগ বাড়ায় তাই টেকসই পরিকল্পনা প্রয়োজন আন্তর্জাতিক বাজারে জ্বালানি তেলের দাম বৃদ্ধির ফলে পরিবহন উৎপাদন ও বিদ্যুৎ খাতে ব্যয় বেড়েছে যার প্রভাব পড়ছে সাধারণ মানুষের উপর নিত্যপ্রয়োজনীয় পণ্যের দাম বেড়ে যাওয়ায় নিম্ন আয়ের পরিবার সবচেয়ে বেশি ক্ষতিগ্রস্ত হচ্ছে বাংলাদেশের উত্তরাঞ্চলের মানুষের জীবন ও জীবিকা তিস্তা নদীর উপর নির্ভরশীল এবং সরকার এই অঞ্চলের উন্নয়নে বিভিন্ন সময় নানা প্রতিশ্রুতি দিয়েছে যা বাস্তবায়নের অপেক্ষায় রয়েছে কৃষি সেচ মৎস্য ও নৌ যোগাযোগ সব ক্ষেত্রেই এর প্রভাব ব্যাপক শুষ্ক মৌসুমে পানির অভাব এবং বর্ষায় বন্যা দুটোই মানুষের দুর্ভোগ বাড়ায় তাই টেকসই পরিকল্পনা প্রয়োজন আন্তর্জাতিক বাজারে জ্বালানি তেলের দাম বৃদ্ধির ফলে পরিবহন উৎপাদন ও বিদ্যুৎ খাতে ব্যয় বেড়েছে যার প্রভাব পড়ছে সাধারণ মানুষের উপর নিত্যপ্রয়োজনীয় পণ্যের দাম — [372, 540, 472, 942]
logo-main: যুগের আলো — [45, 48, 133, 68]
author-photo — [575, 32, 605, 58]
history-text: বাংলাদেশের উত্তরাঞ্চলের মানুষের জীবন ও জীবিকা তিস্তা নদীর উপর নির্ভরশীল এবং সরকার এই অঞ্চলের উন্নয়নে বিভিন্ন সময় নানা প্রতিশ্রুতি দিয়েছে যা বাস্তবায়নের অপেক্ষায় রয়েছে কৃষি সেচ মৎস্য ও নৌ যোগাযোগ সব ক্ষেত্রেই এর প্রভাব ব্যাপক শুষ্ক মৌসুমে পানির অভাব এবং বর্ষায় বন্যা দুটোই মানুষের দুর্ভোগ বাড়ায় তাই টেকসই পরিকল্পনা প্রয়োজন আন্তর্জাতিক বাজারে জ্বালানি তেলের দাম বৃদ্ধির ফলে পরিবহন উৎপাদন ও বিদ্যুৎ খাতে ব্যয় বেড়েছে যার প্রভাব পড়ছে সাধারণ মানুষের উপর নিত্যপ্রয়োজনীয় পণ্যের দাম বেড়ে যাওয়ায় নিম্ন আয়ের পরিবার সবচেয়ে বেশি ক্ষতিগ্রস্ত হচ্ছে বাংলাদেশের উত্তরাঞ্চলের মানুষের জীবন ও জীবিকা তিস্তা নদীর উপর নির্ভরশীল এবং সরকার এই অঞ্চলের উন্নয়নে বিভিন্ন সময় নানা প্রতিশ্রুতি দিয়েছে যা বাস্তবায়নের অপেক্ষায় রয়েছে কৃষি সেচ মৎস্য ও নৌ যোগাযোগ সব ক্ষেত্রেই এর প্রভাব ব্যাপক শুষ্ক মৌসুমে পানির অভাব এবং বর্ষায় বন্যা দুটোই মানুষের দুর্ভোগ বাড়ায় তাই টেকসই পরিকল্পনা প্রয়োজন আন্তর্জাতিক বাজারে জ্বালানি তেলের দাম বৃদ্ধির ফলে পরিবহন উৎপাদন ও বিদ্যুৎ খাতে ব্যয় বেড়েছে যার প্রভাব পড়ছে সাধারণ মানুষের উপর নিত্যপ্রয়োজনীয় পণ্যের দাম বেড়ে যাওয়ায় নিম্ন আয়ের পরিবার সবচেয়ে বেশি ক্ষতিগ্রস্ত হচ্ছে বাংলাদেশের উত্তরাঞ্চলের মানুষের জীবন ও জীবিকা তিস্তা নদীর উপর নির্ভরশীল এবং সরকার এই অঞ্চলের উন্নয়নে বিভিন্ন সময় নানা প্রতিশ্রুতি দিয়েছে যা বাস্তবায়নের অপেক্ষায় রয়েছে কৃষি সেচ মৎস্য ও নৌ যোগাযোগ সব ক্ষেত্রেই এর প্রভাব ব্যাপক শুষ্ক মৌসুমে পানির অভাব এবং বর্ষায় বন্যা দুটোই মানুষের দুর্ভোগ বাড়ায় তাই টেকসই পরিকল্পনা প্রয়োজন আন্তর্জাতিক বাজারে জ্বালানি তেলের দাম বৃদ্ধির ফলে পরিবহন উৎপাদন ও বিদ্যুৎ খাতে ব্যয় বেড়েছে যার প্রভাব পড়ছে সাধারণ মানুষের উপর নিত্যপ্রয়োজনীয় পণ্যের দাম বেড়ে যাওয়ায় নিম্ন আয়ের পরিবার সবচেয়ে বেশি ক্ষতিগ্রস্ত হচ্ছে বাংলাদেশের উত্তরাঞ্চলের মানুষের জীবন ও জীবিকা তিস্তা নদীর উপর নির্ভরশীল এবং সরকার এই অঞ্চলের উন্নয়নে বিভিন্ন সময় নানা প্রতিশ্রুতি দিয়েছে যা বাস্তবায়নের অপেক্ষায় রয়েছে কৃষি সেচ মৎস্য ও নৌ যোগাযোগ সব ক্ষেত্রেই এর প্রভাব ব্যাপক শুষ্ক মৌসুমে পানির অভাব এবং বর্ষায় বন্যা দুটোই মানুষের দুর্ভোগ বাড়ায় তাই টেকসই পরিকল্পনা প্রয়োজন আন্তর্জাতিক বাজারে জ্বালানি তেলের দাম বৃদ্ধির ফলে পরিবহন উৎপাদন ও বিদ্যুৎ খাতে ব্যয় বেড়েছে যার প্রভাব পড়ছে সাধারণ মানুষের উপর নিত্যপ্রয়োজনীয় পণ্যের দাম বেড়ে যাওয়ায় নিম্ন আয়ের পরিবার সবচেয়ে বেশি ক্ষতিগ্রস্ত হচ্ছে বাংলাদেশের উত্তরাঞ্চলের মানুষের জীবন ও জীবিকা তিস্তা নদীর উপর নির্ভরশীল এবং সরকার এই অঞ্চলের উন্নয়নে বিভিন্ন সময় নানা প্রতিশ্রুতি দিয়েছে যা বাস্তবায়নের অপেক্ষায় রয়েছে কৃষি সেচ মৎস্য ও নৌ যোগাযোগ সব ক্ষেত্রেই এর প্রভাব ব্যাপক শুষ্ক মৌসুমে পানির অভাব এবং বর্ষায় বন্যা দুটোই মানুষের দুর্ভোগ বাড়ায় তাই টেকসই পরিকল্পনা প্রয়োজন আন্তর্জাতিক বাজারে জ্বালানি তেলের দাম বৃদ্ধির — [4, 732, 154, 942]
article2-side-text: বাংলাদেশের উত্তরাঞ্চলের মানুষের জীবন ও জীবিকা তিস্তা নদীর উপর নির্ভরশীল এবং সরকার এই অঞ্চলের উন্নয়নে বিভিন্ন সময় নানা প্রতিশ্রুতি দিয়েছে যা বাস্তবায়নের অপেক্ষায় রয়েছে কৃষি সেচ মৎস্য ও নৌ যোগাযোগ সব ক্ষেত্রেই এর প্রভাব ব্যাপক শুষ্ক মৌসুমে পানির অভাব এবং বর্ষায় বন্যা দুটোই মানুষের দুর্ভোগ বাড়ায় তাই টেকসই পরিকল্পনা প্র — [412, 466, 472, 534]
editorial-body: বাংলাদেশের উত্তরাঞ্চলের মানুষের জীবন ও জীবিকা তিস্তা নদীর উপর নির্ভরশীল এবং সরকার এই অঞ্চলের উন্নয়নে বিভিন্ন সময় নানা প্রতিশ্রুতি দিয়েছে যা বাস্তবায়নের অপেক্ষায় রয়েছে কৃষি সেচ মৎস্য ও নৌ যোগাযোগ সব ক্ষেত্রেই এর প্রভাব ব্যাপক শুষ্ক মৌসুমে পানির অভাব এবং বর্ষায় বন্যা দুটোই মানুষের দুর্ভোগ বাড়ায় তাই টেকসই পরিকল্পনা প্রয়োজন আন্তর্জাতিক বাজারে জ্বালানি তেলের দাম বৃদ্ধির ফলে পরিবহন উৎপাদন ও বিদ্যুৎ খাতে ব্যয় বেড়েছে যার প্রভাব পড়ছে সাধারণ মানুষের উপর নিত্যপ্রয়োজনীয় পণ্যের দাম বেড়ে যাওয়ায় নিম্ন আয়ের পরিবার সবচেয়ে বেশি ক্ষতিগ্রস্ত হচ্ছে বাংলাদেশের উত্তরাঞ্চলের মানুষের জীবন ও জীবিকা তিস্তা নদীর উপর নির্ভরশীল এবং সরকার এই অঞ্চলের উন্নয়নে বিভিন্ন সময় নানা প্রতিশ্রুতি দিয়েছে যা বাস্তবায়নের অপেক্ষায় রয়েছে কৃষি সেচ মৎস্য ও নৌ যোগাযোগ সব ক্ষেত্রেই এর প্রভাব ব্যাপক শুষ্ক মৌসুমে পানির অভাব এবং বর্ষায় বন্যা দুটোই মানুষের দুর্ভোগ বাড়ায় তাই টেকসই পরিকল্পনা প্রয়োজন আন্তর্জাতিক বাজারে জ্বালানি তেলের দাম বৃদ্ধির ফলে পরিবহন উৎপাদন ও বিদ্যুৎ খাতে ব্যয় বেড়েছে যার প্রভাব পড়ছে সাধারণ মানুষের উপর নিত্যপ্রয়োজনীয় পণ্যের দাম বেড়ে যাওয়ায় নিম্ন আ — [74, 164, 154, 330]
editorial-intro: উদ্ভূত সংকটের ফলে শুধু শিল্প নয়, বরং সামগ্রিক অর্থনীতি ও মানুষের দৈনন্দিন জীবনযাত্রা ক্ষতিগ্রস্ত হচ্ছে। পরিস্থিতির উন্নয়নে দ্রুত ও সমন্বিত উদ্যোগ গ্রহণ জরুরি। এই সংকট সামাল দিতে নিরবচ্ছিন্ন সরবরাহ নিশ্চিত করা জরুরি। — [4, 164, 70, 245]
masthead-main: যুগের আলো — [535, 11, 602, 26]
article1-byline: নজরুল ইসলাম হক্কানী — [200, 30, 430, 44]
article2-col: বাংলাদেশের উত্তরাঞ্চলের মানুষের জীবন ও জীবিকা তিস্তা নদীর উপর নির্ভরশীল এবং সরকার এই অঞ্চলের উন্নয়নে বিভিন্ন সময় নানা প্রতিশ্রুতি দিয়েছে যা বাস্তবায়নের অপেক্ষায় রয়েছে কৃষি সেচ মৎস্য ও নৌ যোগাযোগ সব ক্ষেত্রেই এর প্রভাব ব্যাপক শুষ্ক মৌসুমে পানির অভাব এবং বর্ষায় বন্যা দুটোই মানুষের দুর্ভোগ বাড়ায় তাই টেকসই পরিকল্পনা প্রয়োজন আন্তর্জাতিক বাজারে জ্বালানি তেলের দাম বৃদ্ধির ফলে পরিবহন উৎপাদন ও বিদ্যুৎ খাতে ব্যয় বেড়েছে যার প্রভাব পড়ছে সাধারণ মানুষের উপর নিত্যপ্রয়োজনীয় পণ্যের দাম বেড়ে যাওয়ায় নিম্ন আয়ের পরিবার সবচেয়ে বেশি ক্ষতিগ্রস্ত হচ্ছে বাংলাদেশের উত্তরাঞ্চলের মানুষের জীবন ও জীবিকা তিস্তা নদীর উপর নির্ভরশীল এবং সরকার এই অঞ্চলের উন্নয়নে বিভিন্ন সময় নানা প্রতিশ্রুতি দিয়েছে যা বাস্তবায়নের অপেক্ষায় রয়েছে কৃষি সেচ মৎস্য ও নৌ যোগাযোগ সব ক্ষেত্রেই এর প্রভাব ব্যাপক শুষ্ক মৌসুমে পানির অভাব এবং বর্ষায় বন্যা দুটোই মানুষের দুর্ভোগ বাড়ায় তাই টেকসই পরিকল্পনা প্রয়োজন আন্তর্জাতিক বাজারে জ্বালানি তেলের দাম বৃদ্ধির ফলে পরিবহন উৎপাদন ও বিদ্যুৎ খাতে ব্যয় বেড়েছে যার প্রভাব পড়ছে সাধারণ মানুষের উপর নিত্যপ্রয়োজনীয় পণ্যের দাম বেড়ে যাওয়ায় নিম্ন আয়ের পরিবার সবচেয়ে বেশি ক্ষতিগ্রস্ত হচ্ছে বাংলাদেশের উত্তরাঞ্চলের মানুষের জীবন ও জীবিকা তিস্তা নদীর উপর নির্ভরশীল এবং সরকার এই অঞ্চলের উন্নয়নে বিভিন্ন সময় নানা প্রতিশ্রুতি দিয়েছে যা বাস্তবায়নের অপেক্ষায় রয়েছে কৃষি সেচ মৎস্য ও নৌ যোগাযোগ সব ক্ষেত্রেই এর প্রভাব ব্যাপক শুষ্ক মৌসুমে পানির অভাব এবং বর্ষায় বন্যা দুটোই মানুষের দুর্ভোগ বাড়ায় তাই টেকসই পরিকল্পনা প্রয়োজন আন্তর্জাতিক বাজারে জ্বালানি তেলের দাম বৃদ্ধির ফলে পরিবহন উৎপাদন ও বিদ্যুৎ খাতে ব্যয় বেড়েছে যার প্রভাব পড়ছে সাধারণ মানুষের উপর নিত্যপ্রয়োজনীয় পণ্যের দাম বেড়ে যাওয়ায় নিম্ন আয়ের পরিবার সবচেয়ে বেশি ক্ষতিগ্রস্ত হচ্ছে বাংলাদেশের উত্তরাঞ্চলের মানুষের জীবন ও জীবিকা তিস্তা নদীর উপর নির্ভরশীল এবং সরকার এই অঞ্চলের উন্নয়নে বিভিন্ন সময় নানা প্রতিশ্রুতি দিয়েছে যা বাস্তবায়নের অপেক্ষায় রয়েছে কৃষি সেচ মৎস্য ও নৌ যোগাযোগ সব ক্ষেত্রেই এর প্রভাব ব্যাপক শুষ্ক মৌসুমে পানির অভাব এবং বর্ষায় বন্যা দুটোই মানুষের দুর্ভোগ বাড়ায় তাই টেকসই পরিকল্পনা প্রয়োজন আন্তর্জাতিক বাজারে জ্বালানি তেলের দাম বৃদ্ধির ফলে পরিবহন উৎপাদন ও বিদ্যুৎ খাতে ব্যয় বেড়েছে যার প্রভাব পড়ছে সাধারণ মানুষের উপর নিত্যপ্রয়োজনীয় পণ্যের দাম বেড়ে যাওয়ায় নিম্ন আয়ের পরিবার সবচেয়ে বেশি ক্ষতিগ্রস্ত হচ্ছে বাংলাদেশের উত্তরাঞ্চলের মানুষের জীবন ও জীবিকা তিস্তা নদীর উপর নির্ভরশীল এবং সরকার এই অঞ্চলের উন্নয়নে বিভিন্ন সময় নানা প্রতিশ্রুতি দিয়েছে যা বাস্তবায়নের অপেক্ষায় রয়েছে কৃষি সেচ মৎস্য ও নৌ যোগাযোগ সব ক্ষেত্রেই এর প্রভাব ব্যাপক শুষ্ক মৌসুমে পানির অভাব এবং বর্ষায় বন্যা দুটোই মানুষের দুর্ভোগ বাড়ায় তাই টেকসই পরিকল্পনা প্রয়োজন আন্তর্জাতিক বাজারে জ্বালানি তেলের দাম বৃদ্ধির ফলে পরিবহন উৎপাদন ও বিদ্যুৎ খাতে ব্যয় বেড়েছে যার প্রভাব পড়ছে সাধারণ মানুষের উপর নিত্যপ্রয়োজনীয় পণ্যের দাম বেড়ে যাওয়ায় নিম্ন আয়ের পরিবার সবচেয়ে বেশি ক্ষতিগ্রস্ত হচ্ছে বাংলাদেশের উত্তরাঞ্চলের মানুষের জীবন ও জীবিকা তিস্তা নদীর উপর নির্ভরশীল এবং সরকার এই অঞ্চলের উন্নয়নে বিভিন্ন সময় নানা প্রতিশ্রুতি দিয়েছে যা বাস্তবায়নের অপেক্ষায় রয়েছে কৃষি সেচ মৎস্য ও নৌ যোগাযোগ সব ক্ষেত্রেই এর প্রভাব ব্যাপক শুষ্ক মৌসুমে পানির অভাব এবং বর্ষায় বন্যা দুটোই মানুষের দুর্ভোগ বাড়ায় তাই টেকসই পরিকল্পনা প্রয়োজন আন্তর্জাতিক বাজারে জ্বালানি তেলের দাম বৃদ্ধির ফলে পরিবহন উৎপাদন ও বিদ্যুৎ খাতে ব্যয় বেড়েছে যার প্রভাব পড়ছে সাধারণ মানুষের উপর নিত্যপ্রয়োজনীয় পণ্যের দাম — [266, 540, 366, 942]
page-header — [4, 3, 606, 27]
logo-small: দৈনিক — [75, 41, 91, 48]
article-separator — [160, 461, 472, 462]
pen-hand-icon — [65, 71, 150, 131]
page-number: ৪ — [6, 3, 19, 25]
article2-title: জ্বালানি তেলসংকটের বৈশ্বিক প্রভাব ও বাস্তবতা — [226, 485, 404, 527]
feature-header-small: দৃষ্টি — [483, 35, 495, 44]
quran-heading: আল কোরআন — [4, 576, 154, 590]
article1-col: বাংলাদেশের উত্তরাঞ্চলের মানুষের জীবন ও জীবিকা তিস্তা নদীর উপর নির্ভরশীল এবং সরকার এই অঞ্চলের উন্নয়নে বিভিন্ন সময় নানা প্রতিশ্রুতি দিয়েছে যা বাস্তবায়নের অপেক্ষায় রয়েছে কৃষি সেচ মৎস্য ও নৌ যোগাযোগ সব ক্ষেত্রেই এর প্রভাব ব্যাপক শুষ্ক মৌসুমে পানির অভাব এবং বর্ষায় বন্যা দুটোই মানুষের দুর্ভোগ বাড়ায় তাই টেকসই পরিকল্পনা প্রয়োজন আন্তর্জাতিক বাজারে জ্বালানি তেলের দাম বৃদ্ধির ফলে পরিবহন উৎপাদন ও বিদ্যুৎ খাতে ব্যয় বেড়েছে যার প্রভাব পড়ছে সাধারণ মানুষের উপর নিত্যপ্রয়োজনীয় পণ্যের দাম বেড়ে যাওয়ায় নিম্ন আয়ের পরিবার সবচেয়ে বেশি ক্ষতিগ্রস্ত হচ্ছে বাংলাদেশের উত্তরাঞ্চলের মানুষের জীবন ও জীবিকা তিস্তা নদীর উপর নির্ভরশীল এবং সরকার এই অঞ্চলের উন্নয়নে বিভিন্ন সময় নানা প্রতিশ্রুতি দিয়েছে যা বাস্তবায়নের অপেক্ষায় রয়েছে কৃষি সেচ মৎস্য ও নৌ যোগাযোগ সব ক্ষেত্রেই এর প্রভাব ব্যাপক শুষ্ক মৌসুমে পানির অভাব এবং বর্ষায় বন্যা দুটোই মানুষের দুর্ভোগ বাড়ায় তাই টেকসই পরিকল্পনা প্রয়োজন আন্তর্জাতিক বাজারে জ্বালানি তেলের দাম বৃদ্ধির ফলে পরিবহন উৎপাদন ও বিদ্যুৎ খাতে ব্যয় বেড়েছে যার প্রভাব পড়ছে সাধারণ মানুষের উপর নিত্যপ্রয়োজনীয় পণ্যের দাম বেড়ে যাওয়ায় নিম্ন আয়ের পরিবার সবচেয়ে বেশি ক্ষতিগ্রস্ত হচ্ছে বাংলাদেশের উত্তরাঞ্চলের মানুষের জীবন ও জীবিকা তিস্তা নদীর উপর নির্ভরশীল এবং সরকার এই অঞ্চলের উন্নয়নে বিভিন্ন সময় নানা প্রতিশ্রুতি দিয়েছে যা বাস্তবায়নের অপেক্ষায় রয়েছে কৃষি সেচ মৎস্য ও নৌ যোগাযোগ সব ক্ষেত্রেই এর প্রভাব ব্যাপক শুষ্ক মৌসুমে পানির অভাব এবং বর্ষায় বন্যা দুটোই মানুষের দুর্ভোগ বাড়ায় তাই টেকসই পরিকল্পনা প্রয়োজন আন্তর্জাতিক বাজারে জ্বালানি তেলের দাম বৃদ্ধির ফলে পরিবহন উৎপাদন ও বিদ্যুৎ খাতে ব্যয় বেড়েছে যার প্রভাব পড়ছে সাধারণ মানুষের উপর নিত্যপ্রয়োজনীয় পণ্যের দাম বেড়ে যাওয়ায় নিম্ন আয়ের পরিবার সবচেয়ে বেশি ক্ষতিগ্রস্ত হচ্ছে বাংলাদেশের উত্তরাঞ্চলের মানুষের জীবন ও জীবিকা তিস্তা নদীর উপর নির্ভরশীল এবং সরকার এই অঞ্চলের উন্নয়নে বিভিন্ন সময় নানা প্রতিশ্রুতি দিয়েছে যা বাস্তবায়নের অপেক্ষায় রয়েছে কৃষি সেচ মৎস্য ও নৌ যোগাযোগ সব ক্ষেত্রেই এর প্রভাব ব্যাপক শুষ্ক মৌসুমে পানির অভাব এবং বর্ষায় বন্যা দুটোই মানুষের দুর্ভোগ বাড়ায় তাই টেকসই পরিকল্পনা প্রয়োজন আন্তর্জাতিক বাজারে জ্বালানি তেলের দাম বৃদ্ধির ফলে পরিবহন উৎপাদন ও বিদ্যুৎ খাতে ব্যয় বেড়েছে যার প্রভাব পড়ছে সাধারণ মানুষের উপর নিত্যপ্রয়োজনীয় পণ্যের দাম বেড়ে যাওয়ায় নিম্ন আয়ের পরিবার সবচেয়ে বেশি ক্ষতিগ্রস্ত হচ্ছে বাংলাদেশের উত্তরাঞ্চলের মানুষের জীবন ও জীবিকা তিস্তা নদীর উপর নির্ভরশীল এবং সরকার এই অঞ্চলের উন্নয়নে বিভিন্ন সময় নানা প্রতিশ্রুতি দিয়েছে যা বাস্তবায়নের অপেক্ষায় রয়েছে কৃষি সেচ মৎস্য ও নৌ যোগাযোগ সব ক্ষেত্রেই এর প্রভাব ব্যাপক শুষ্ক মৌসুমে পানির অভাব এবং বর্ষায় বন্যা দুটোই মানুষের দুর্ভোগ বাড়ায় তাই টেকসই পরিকল্পনা প্রয়োজন আন্তর্জাতিক বাজারে জ্বালানি তেলের দাম বৃদ্ধির ফলে পরিবহন উৎপাদন ও বিদ্যুৎ খাতে ব্যয় বেড়েছে যার প্রভাব পড়ছে — [372, 126, 472, 454]
feature-title: তেলের দাম বাড়লেই কেন পুড়ে যায় গরিবের সংসার — [477, 64, 607, 98]
article1-title: তিস্তা মহাপরিকল্পনা: প্রতিশ্রুতি, ভূ-রাজনীতি ও উত্তরাঞ্চলের বাঁচার লড়াই — [204, 51, 426, 89]
article1-side-text: বাংলাদেশের উত্তরাঞ্চলের মানুষের জীবন ও জীবিকা তিস্তা নদীর উপর নির্ভরশীল এবং সরকার এই অঞ্চলের উন্নয়নে বিভিন্ন সময় নানা প্রতিশ্রুতি দিয়েছে যা বাস্তবায়নের অপেক্ষায় রয়েছে কৃষি সেচ মৎস্য ও নৌ যোগাযোগ সব ক্ষেত্রেই এর প্রভাব ব্যাপক শুষ্ক মৌসুমে পানির অভাব এবং বর্ষায় বন্যা দুটোই — [432, 30, 472, 120]
main-articles — [160, 30, 472, 944]
quran-text: বাংলাদেশের উত্তরাঞ্চলের মানুষের জীবন ও জীবিকা তিস্তা নদীর উপর নির্ভরশীল এবং সরকার এই অঞ্চলের উন্নয়নে বিভিন্ন সময় নানা প্রতিশ্রুতি দিয়েছে যা বাস্তবায়নের অপেক্ষায় রয়েছে কৃষি সেচ মৎস্য ও নৌ যোগাযোগ সব ক্ষেত্রেই এর প্রভাব ব্যাপক শুষ্ক মৌসুমে পানির অভাব এবং বর্ষায় বন্যা দুটোই মানুষের দুর্ভোগ বাড়ায় তাই টেকসই পরিকল্পনা প্রয়োজন আন্তর্জাতিক বাজারে জ্বালানি তেলের দাম বৃদ্ধির ফলে পরিবহন উৎপাদন ও বিদ্যুৎ খাতে ব্যয় বেড়েছে যার প্রভাব পড়ছে সাধারণ মানুষের উপর নিত্যপ্রয়োজনীয় পণ্যের দাম বেড়ে যাওয়ায় নিম্ন আয়ের পরিবার সবচেয়ে বেশি ক্ষতিগ্রস্ত হচ্ছে বাংলাদেশের উত্তরাঞ্চলের মানুষের জীবন ও জীবিকা তিস্তা নদীর উপর নির্ভরশীল এবং সরকার এই অঞ্চলের উন্নয়নে বিভিন্ন সময় নানা প্র — [4, 604, 154, 658]
masthead-logo — [524, 3, 606, 25]
article2-sidebar-text: বাংলাদেশের উত্তরাঞ্চলের মানুষের জীবন ও জীবিকা তিস্তা নদীর উপর নির্ভরশীল এবং সরকার এই অঞ্চলের উন্নয়নে বিভিন্ন সময় নানা প্রতিশ্রুতি দিয়েছে যা বাস্তবায়নের অপেক্ষায় রয়েছে কৃষি সেচ মৎস্য ও নৌ যোগাযোগ সব ক্ষেত্রেই এর প্রভাব ব্যাপক শুষ্ক মৌসুমে পানির অভাব এবং বর্ষায় বন্যা দুটোই মানুষের দুর্ভোগ বাড়ায় — [160, 466, 218, 534]
column-divider — [157, 30, 158, 944]
logo-side-strip: সম্পাদকীয় — [5, 31, 25, 138]
article1-col: বাংলাদেশের উত্তরাঞ্চলের মানুষের জীবন ও জীবিকা তিস্তা নদীর উপর নির্ভরশীল এবং সরকার এই অঞ্চলের উন্নয়নে বিভিন্ন সময় নানা প্রতিশ্রুতি দিয়েছে যা বাস্তবায়নের অপেক্ষায় রয়েছে কৃষি সেচ মৎস্য ও নৌ যোগাযোগ সব ক্ষেত্রেই এর প্রভাব ব্যাপক শুষ্ক মৌসুমে পানির অভাব এবং বর্ষায় বন্যা দুটোই মানুষের দুর্ভোগ বাড়ায় তাই টেকসই পরিকল্পনা প্রয়োজন আন্তর্জাতিক বাজারে জ্বালানি তেলের দাম বৃদ্ধির ফলে পরিবহন উৎপাদন ও বিদ্যুৎ খাতে ব্যয় বেড়েছে যার প্রভাব পড়ছে সাধারণ মানুষের উপর নিত্যপ্রয়োজনীয় পণ্যের দাম বেড়ে যাওয়ায় নিম্ন আয়ের পরিবার সবচেয়ে বেশি ক্ষতিগ্রস্ত হচ্ছে বাংলাদেশের উত্তরাঞ্চলের মানুষের জীবন ও জীবিকা তিস্তা নদীর উপর নির্ভরশীল এবং সরকার এই অঞ্চলের উন্নয়নে বিভিন্ন সময় নানা প্রতিশ্রুতি দিয়েছে যা বাস্তবায়নের অপেক্ষায় রয়েছে কৃষি সেচ মৎস্য ও নৌ যোগাযোগ সব ক্ষেত্রেই এর প্রভাব ব্যাপক শুষ্ক মৌসুমে পানির অভাব এবং বর্ষায় বন্যা দুটোই মানুষের দুর্ভোগ বাড়ায় তাই টেকসই পরিকল্পনা প্রয়োজন আন্তর্জাতিক বাজারে জ্বালানি তেলের দাম বৃদ্ধির ফলে পরিবহন উৎপাদন ও বিদ্যুৎ খাতে ব্যয় বেড়েছে যার প্রভাব পড়ছে সাধারণ মানুষের উপর নিত্যপ্রয়োজনীয় পণ্যের দাম বেড়ে যাওয়ায় নিম্ন আয়ের পরিবার সবচেয়ে বেশি ক্ষতিগ্রস্ত হচ্ছে বাংলাদেশের উত্তরাঞ্চলের মানুষের জীবন ও জীবিকা তিস্তা নদীর উপর নির্ভরশীল এবং সরকার এই অঞ্চলের উন্নয়নে বিভিন্ন সময় নানা প্রতিশ্রুতি দিয়েছে যা বাস্তবায়নের অপেক্ষায় রয়েছে কৃষি সেচ মৎস্য ও নৌ যোগাযোগ সব ক্ষেত্রেই এর প্রভাব ব্যাপক শুষ্ক মৌসুমে পানির অভাব এবং বর্ষায় বন্যা দুটোই মানুষের দুর্ভোগ বাড়ায় তাই টেকসই পরিকল্পনা প্রয়োজন আন্তর্জাতিক বাজারে জ্বালানি তেলের দাম বৃদ্ধির ফলে পরিবহন উৎপাদন ও বিদ্যুৎ খাতে ব্যয় বেড়েছে যার প্রভাব পড়ছে সাধারণ মানুষের উপর নিত্যপ্রয়োজনীয় পণ্যের দাম বেড়ে যাওয়ায় নিম্ন আয়ের পরিবার সবচেয়ে বেশি ক্ষতিগ্রস্ত হচ্ছে বাংলাদেশের উত্তরাঞ্চলের মানুষের জীবন ও জীবিকা তিস্তা নদীর উপর নির্ভরশীল এবং সরকার এই অঞ্চলের উন্নয়নে বিভিন্ন সময় নানা প্রতিশ্রুতি দিয়েছে যা বাস্তবায়নের অপেক্ষায় রয়েছে কৃষি সেচ মৎস্য ও নৌ যোগাযোগ সব ক্ষেত্রেই এর প্রভাব ব্যাপক শুষ্ক মৌসুমে পানির অভাব এবং বর্ষায় বন্যা দুটোই মানুষের দুর্ভোগ বাড়ায় তাই টেকসই পরিকল্পনা প্রয়োজন আন্তর্জাতিক বাজারে জ্বালানি তেলের দাম বৃদ্ধির ফলে পরিবহন উৎপাদন ও বিদ্যুৎ খাতে ব্যয় বেড়েছে যার প্রভাব পড়ছে সাধারণ মানুষের উপর নিত্যপ্রয়োজনীয় পণ্যের দাম বেড়ে যাওয়ায় নিম্ন আয়ের পরিবার সবচেয়ে বেশি ক্ষতিগ্রস্ত হচ্ছে বাংলাদেশের উত্তরাঞ্চলের মানুষের জীবন ও জীবিকা তিস্তা নদীর উপর নির্ভরশীল এবং সরকার এই অঞ্চলের উন্নয়নে বিভিন্ন সময় নানা প্রতিশ্রুতি দিয়েছে যা বাস্তবায়নের অপেক্ষায় রয়েছে কৃষি সেচ মৎস্য ও নৌ যোগাযোগ সব ক্ষেত্রেই এর প্রভাব ব্যাপক শুষ্ক মৌসুমে পানির অভাব এবং বর্ষায় বন্যা দুটোই মানুষের দুর্ভোগ বাড়ায় তাই টেকসই পরিকল্পনা প্রয়োজন আন্তর্জাতিক বাজারে জ্বালানি তেলের দাম বৃদ্ধির ফলে পরিবহন উৎপাদন ও বিদ্যুৎ খাতে ব্যয় বেড়েছে যার প্রভাব পড়ছে — [266, 126, 366, 454]
feature-header — [477, 30, 607, 60]
hadis-heading: আল হাদীস — [4, 663, 45, 673]
editorial-column — [4, 30, 154, 944]
